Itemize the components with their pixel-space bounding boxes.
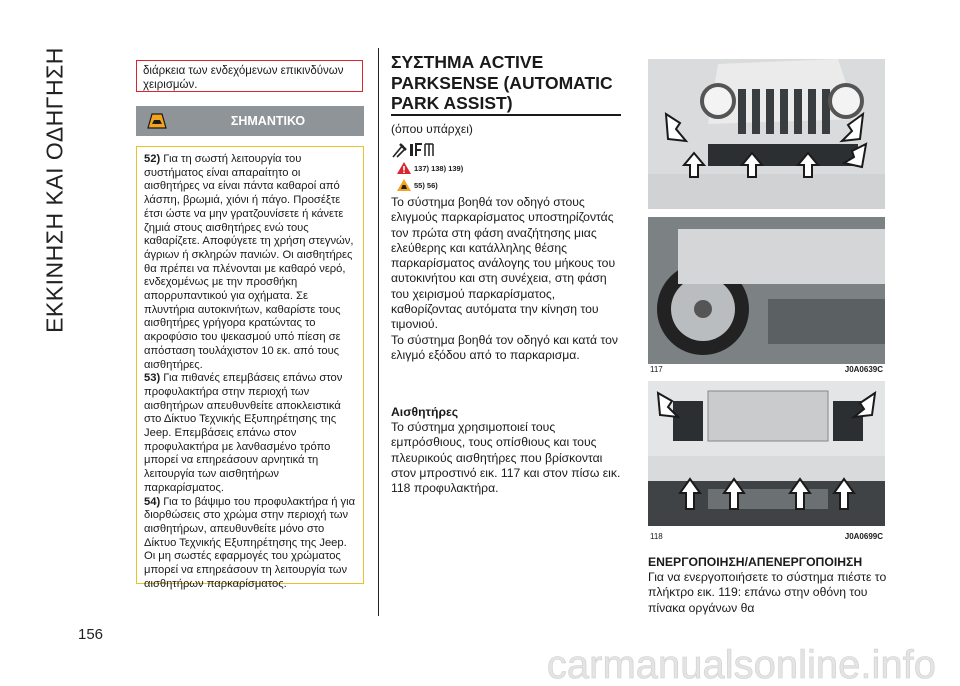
section-title: ΣΥΣΤΗΜΑ ACTIVE PARKSENSE (AUTOMATIC PARK ASSIST) (391, 52, 613, 113)
activation-text: Για να ενεργοποιήσετε το σύστημα πιέστε το πλήκτρο εικ. 119: επάνω στην οθόνη του πίνακα οργάνων θα (648, 570, 887, 615)
sensors-text: Το σύστημα χρησιμοποιεί τους εμπρόσθιους, τους οπίσθιους και τους πλευρικούς αισθητήρες που βρίσκονται στον μπροστινό εικ. 117 και στον πίσω εικ. 118 προφυλακτήρα. (391, 420, 621, 496)
figure-number: 117 (650, 365, 663, 374)
sensors-heading: Αισθητήρες (391, 405, 459, 419)
important-box (136, 146, 364, 590)
watermark (420, 640, 940, 686)
figure-117-front-bumper-photo (648, 59, 885, 364)
figure-118-rear-bumper-photo (648, 381, 885, 526)
title-rule (391, 114, 621, 116)
paragraph: Το σύστημα βοηθά τον οδηγό και κατά τον ελιγμό εξόδου από το παρκαρισμα. (391, 332, 618, 362)
figure-number: 118 (650, 532, 663, 541)
paragraph: Το σύστημα βοηθά τον οδηγό στους ελιγμούς παρκαρίσματος υποστηρίζοντάς τον πρώτα στη φάση αναζήτησης μιας ελεύθερης και κατάλληλης θέσης παρκαρίσματος ανάλογης του μήκους του αυτοκινήτου και στη συνέχεια, στη φάση του χειρισμού παρκαρίσματος, καθορίζοντας αυτόματα την κίνηση του τιμονιού. (391, 195, 616, 332)
watermark-text: carmanualsonline.info (546, 643, 936, 686)
warning-triangle-icon (396, 161, 412, 175)
important-title: ΣΗΜΑΝΤΙΚΟ (230, 114, 306, 128)
figure-code: J0A0699C (844, 532, 883, 541)
figure-code: J0A0639C (844, 365, 883, 374)
important-item: 53) Για πιθανές επεμβάσεις επάνω στον προφυλακτήρα στην περιοχή των αισθητήρων απευθυνθείτε αποκλειστικά στο Δίκτυο Τεχνικής Εξυπηρέτησης της Jeep. Επεμβάσεις επάνω στον προφυλακτήρα με λανθασμένο τρόπο μπορεί να επηρεάσουν αρνητικά τη λειτουργία των αισθητήρων παρκαρίσματος. (144, 372, 343, 494)
important-header (136, 106, 364, 136)
column-divider (378, 48, 379, 616)
availability-note: (όπου υπάρχει) (391, 122, 473, 136)
section-body (391, 195, 626, 363)
page-number: 156 (78, 626, 104, 643)
activation-heading: ΕΝΕΡΓΟΠΟΙΗΣΗ/ΑΠΕΝΕΡΓΟΠΟΙΗΣΗ (648, 555, 863, 569)
side-chapter-title: ΕΚΚΙΝΗΣΗ ΚΑΙ ΟΔΗΓΗΣΗ (41, 47, 68, 333)
warning-continuation-text: διάρκεια των ενδεχόμενων επικινδύνων χειρισμών. (143, 65, 344, 91)
important-item: 52) Για τη σωστή λειτουργία του συστήματος είναι απαραίτητο οι αισθητήρες να είναι πάντα καθαροί από λάσπη, βρωμιά, χιόνι ή πάγο. Προσέξτε έτσι ώστε να μην γρατζουνίσετε ή κάνετε ζημιά στους αισθητήρες ενώ τους καθαρίζετε. Αποφύγετε τη χρήση στεγνών, άγριων ή σκληρών πανιών. Οι αισθητήρες θα πρέπει να πλένονται με καθαρό νερό, ενδεχομένως με την προσθήκη απορρυπαντικού για οχήματα. Σε πλυντήρια αυτοκινήτων, καθαρίστε τους αισθητήρες γρήγορα κρατώντας το ακροφύσιο του ψεκασμού υπό πίεση σε απόσταση τουλάχιστον 10 εκ. από τους αισθητήρες. (144, 153, 354, 371)
optional-equipment-icon (391, 141, 437, 159)
important-item: 54) Για το βάψιμο του προφυλακτήρα ή για διορθώσεις στο χρώμα στην περιοχή των αισθητήρων, απευθυνθείτε μόνο στο Δίκτυο Τεχνικής Εξυπηρέτησης της Jeep. Οι μη σωστές εφαρμογές του χρώματος μπορεί να επηρεάσουν τη λειτουργία των αισθητήρων παρκαρίσματος. (144, 495, 356, 590)
car-sensor-icon (396, 178, 412, 192)
warning-continuation-box (136, 60, 363, 92)
